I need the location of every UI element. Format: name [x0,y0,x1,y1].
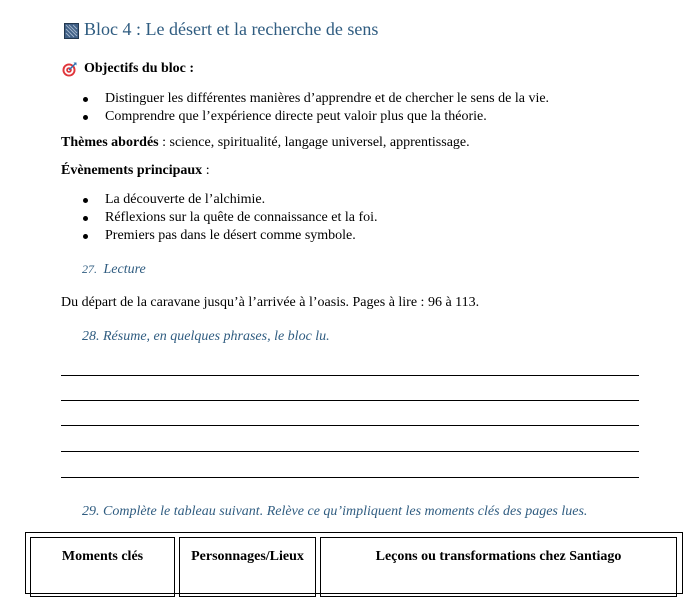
themes-label: Thèmes abordés [61,135,159,150]
page-title-text: Bloc 4 : Le désert et la recherche de sens [84,19,379,39]
table-header-moments: Moments clés [30,537,175,597]
answer-line[interactable] [61,451,639,452]
question-29: 29. Complète le tableau suivant. Relève ce qu’impliquent les moments clés des pages lues. [82,504,588,519]
target-icon [62,62,77,77]
table-header-characters: Personnages/Lieux [179,537,316,597]
events-list [81,191,378,245]
reading-pages: Du départ de la caravane jusqu’à l’arrivée à l’oasis. Pages à lire : 96 à 113. [61,295,480,310]
page-title [64,19,378,40]
question-27-label: Lecture [103,262,146,277]
objectives-list [81,90,549,126]
book-icon [64,23,79,39]
answer-line[interactable] [61,477,639,478]
key-moments-table [25,532,683,594]
themes-value: : science, spiritualité, langage universel, apprentissage. [158,135,470,150]
events-label: Évènements principaux [61,163,203,178]
objectives-heading [62,61,194,77]
question-28: 28. Résume, en quelques phrases, le bloc lu. [82,329,330,344]
answer-line[interactable] [61,400,639,401]
question-27-number: 27. [82,262,97,276]
list-item: La découverte de l’alchimie. [81,191,378,209]
list-item: Distinguer les différentes manières d’apprendre et de chercher le sens de la vie. [81,90,549,108]
events-suffix: : [202,163,210,178]
events-heading [61,163,210,179]
answer-line[interactable] [61,375,639,376]
list-item: Réflexions sur la quête de connaissance et la foi. [81,209,378,227]
list-item: Comprendre que l’expérience directe peut valoir plus que la théorie. [81,108,549,126]
table-header-lessons: Leçons ou transformations chez Santiago [320,537,677,597]
list-item: Premiers pas dans le désert comme symbole. [81,227,378,245]
themes-line [61,135,470,151]
objectives-heading-text: Objectifs du bloc : [84,61,195,76]
question-27 [82,262,146,278]
answer-line[interactable] [61,425,639,426]
